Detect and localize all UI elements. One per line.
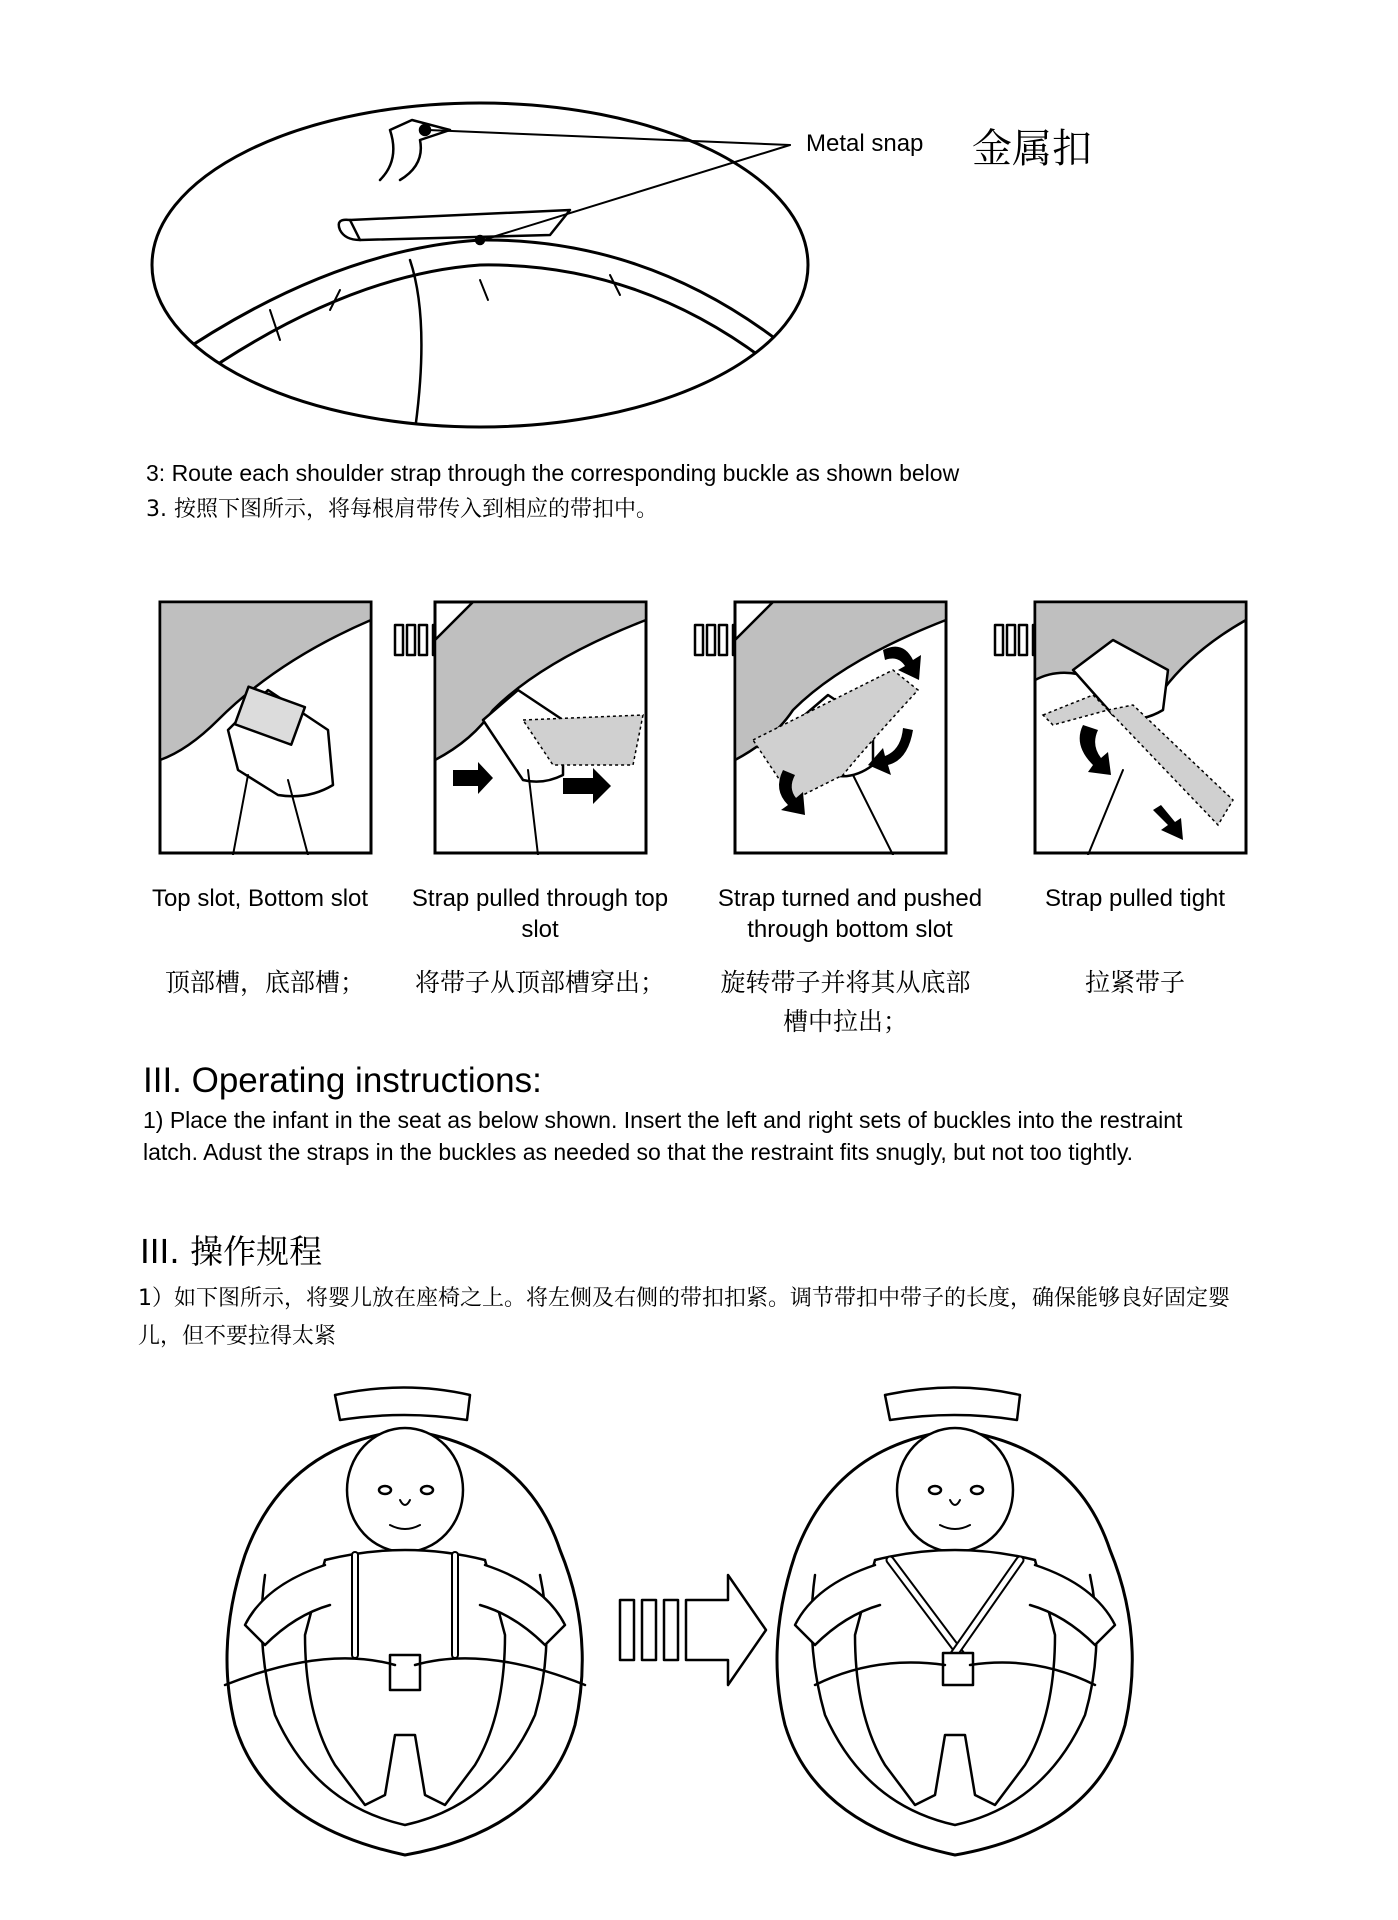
panel-2-caption-cn: 将带子从顶部槽穿出；	[414, 968, 665, 997]
operating-heading-en: III. Operating instructions:	[143, 1061, 542, 1100]
operating-paragraph-en: 1) Place the infant in the seat as below shown. Insert the left and right sets of buckles into the restraint latch. Adust the straps in the buckles as needed so that the restraint fits snugly, but not too tightly.	[143, 1107, 1183, 1165]
metal-snap-label-cn: 金属扣	[972, 126, 1092, 172]
infant-seat-before	[205, 1385, 600, 1865]
step3-text-cn: 3. 按照下图所示，将每根肩带传入到相应的带扣中。	[146, 497, 658, 522]
panel-1-caption: Top slot, Bottom slot	[151, 885, 369, 912]
panel-3-caption-cn: 旋转带子并将其从底部槽中拉出；	[720, 968, 971, 1036]
panel-1-caption-cn: 顶部槽，底部槽；	[164, 968, 365, 997]
step3-text-en: 3: Route each shoulder strap through the corresponding buckle as shown below	[146, 460, 960, 486]
operating-paragraph-cn: 1）如下图所示，将婴儿放在座椅之上。将左侧及右侧的带扣扣紧。调节带扣中带子的长度，确保能够良好固定婴儿，但不要拉得太紧	[138, 1286, 1231, 1349]
infant-seat-after	[755, 1385, 1150, 1865]
buckle-panel-4	[1033, 600, 1248, 855]
buckle-panel-2	[433, 600, 648, 855]
panel-4-caption: Strap pulled tight	[1044, 885, 1226, 912]
operating-heading-cn: III. 操作规程	[140, 1232, 323, 1271]
buckle-panel-1	[158, 600, 373, 855]
transition-arrow	[618, 1570, 768, 1690]
metal-snap-illustration	[150, 100, 810, 430]
panel-2-caption: Strap pulled through top slot	[411, 885, 669, 944]
panel-3-caption: Strap turned and pushed through bottom slot	[717, 885, 983, 944]
panel-4-caption-cn: 拉紧带子	[1084, 968, 1185, 997]
buckle-panel-3	[733, 600, 948, 855]
metal-snap-label: Metal snap	[806, 130, 924, 157]
